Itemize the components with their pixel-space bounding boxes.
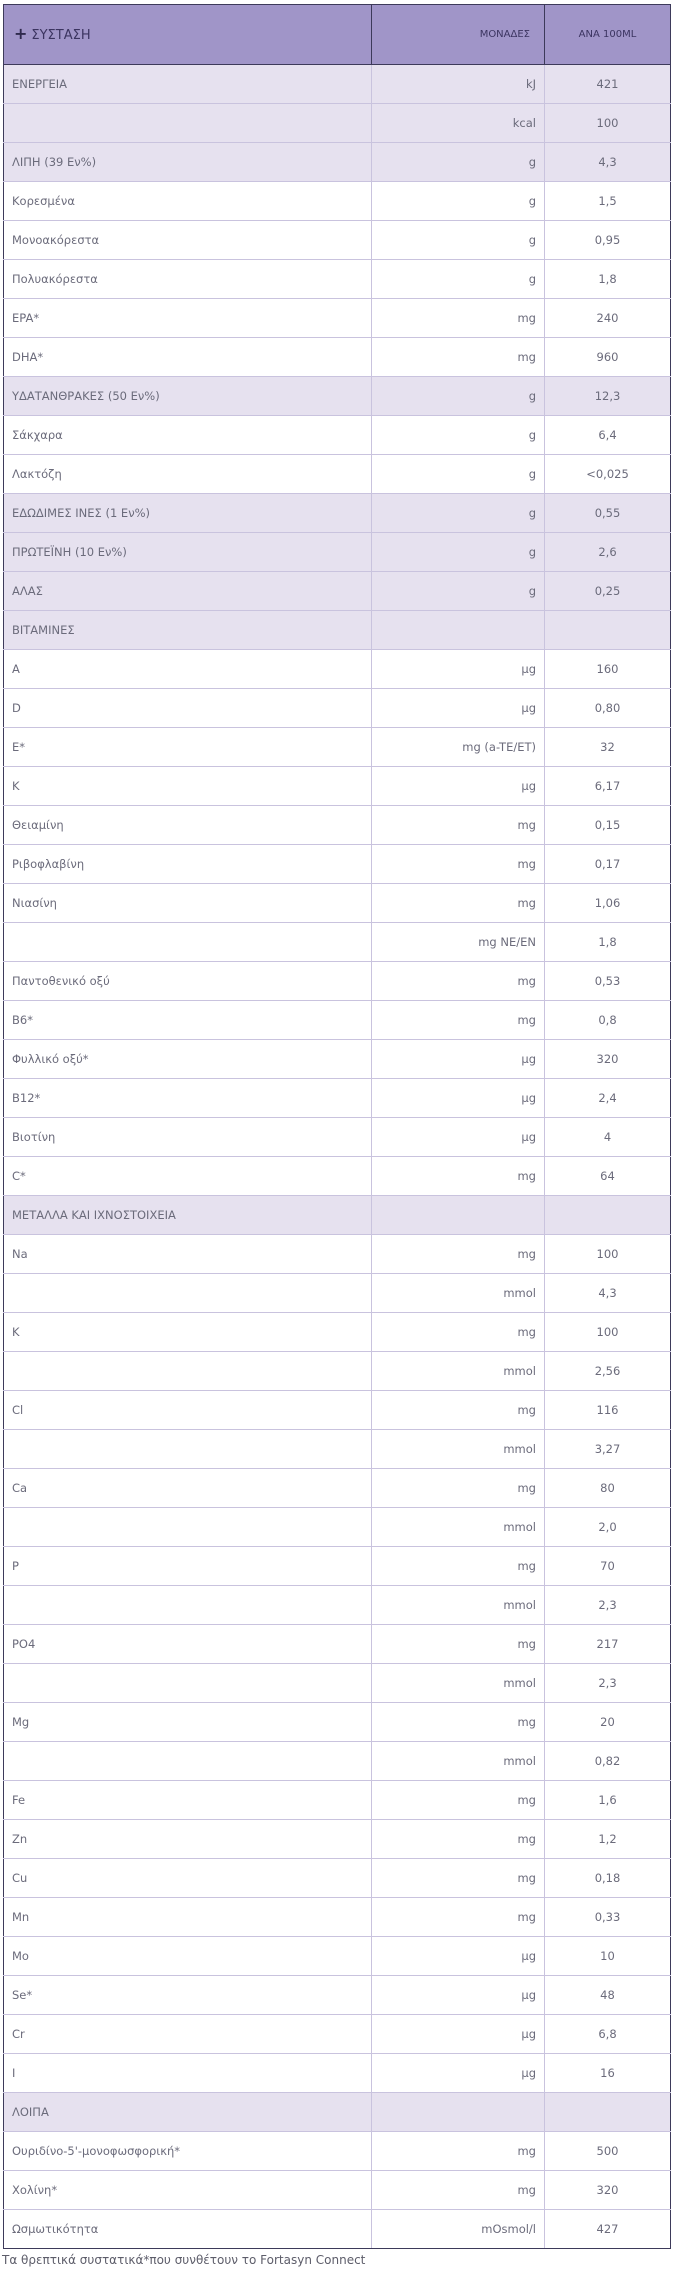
row-value: 2,56 (545, 1352, 671, 1391)
row-unit: g (372, 572, 545, 611)
row-label (4, 1430, 372, 1469)
table-row (4, 767, 671, 806)
table-row (4, 1430, 671, 1469)
table-row (4, 1898, 671, 1937)
row-unit: mmol (372, 1742, 545, 1781)
row-value: 0,33 (545, 1898, 671, 1937)
row-label: K (4, 1313, 372, 1352)
row-value (545, 1196, 671, 1235)
row-value (545, 2093, 671, 2132)
table-row (4, 1391, 671, 1430)
row-label (4, 1508, 372, 1547)
row-value: 217 (545, 1625, 671, 1664)
row-value: 16 (545, 2054, 671, 2093)
row-value: 2,3 (545, 1586, 671, 1625)
row-unit: μg (372, 1118, 545, 1157)
row-label: ΕΔΩΔΙΜΕΣ ΙΝΕΣ (1 Εν%) (4, 494, 372, 533)
row-label: Λακτόζη (4, 455, 372, 494)
row-value: 0,15 (545, 806, 671, 845)
row-value: 70 (545, 1547, 671, 1586)
table-row (4, 806, 671, 845)
table-row (4, 2015, 671, 2054)
header-composition[interactable] (4, 5, 372, 65)
table-body (4, 65, 671, 2249)
table-header-row (4, 5, 671, 65)
row-unit: mg NE/EN (372, 923, 545, 962)
row-unit: mg (372, 2132, 545, 2171)
table-row (4, 1157, 671, 1196)
table-row (4, 104, 671, 143)
table-row (4, 611, 671, 650)
row-label: B12* (4, 1079, 372, 1118)
row-label: ΕΝΕΡΓΕΙΑ (4, 65, 372, 104)
table-row (4, 689, 671, 728)
table-row (4, 338, 671, 377)
row-label: B6* (4, 1001, 372, 1040)
row-value (545, 611, 671, 650)
row-label (4, 104, 372, 143)
row-unit: mg (372, 299, 545, 338)
row-label: A (4, 650, 372, 689)
row-value: 100 (545, 104, 671, 143)
table-row (4, 2171, 671, 2210)
table-row (4, 143, 671, 182)
row-label: Παντοθενικό οξύ (4, 962, 372, 1001)
table-row (4, 728, 671, 767)
table-row (4, 1235, 671, 1274)
row-value: 10 (545, 1937, 671, 1976)
row-value: 3,27 (545, 1430, 671, 1469)
header-composition-label: ΣΥΣΤΑΣΗ (31, 28, 91, 44)
table-row (4, 65, 671, 104)
row-unit: μg (372, 767, 545, 806)
row-value: 1,5 (545, 182, 671, 221)
row-value: 64 (545, 1157, 671, 1196)
expand-plus-icon[interactable]: + (14, 24, 28, 44)
row-value: 20 (545, 1703, 671, 1742)
row-unit: mg (372, 1469, 545, 1508)
row-value: 12,3 (545, 377, 671, 416)
row-label: ΒΙΤΑΜΙΝΕΣ (4, 611, 372, 650)
row-value: 427 (545, 2210, 671, 2249)
row-unit (372, 611, 545, 650)
row-label: P (4, 1547, 372, 1586)
table-row (4, 1118, 671, 1157)
header-per-100ml: ΑΝΑ 100ML (545, 5, 671, 65)
row-label (4, 1586, 372, 1625)
row-label: Ca (4, 1469, 372, 1508)
row-unit: mg (372, 1703, 545, 1742)
table-row (4, 1079, 671, 1118)
row-value: 1,8 (545, 260, 671, 299)
row-label: ΑΛΑΣ (4, 572, 372, 611)
row-unit (372, 2093, 545, 2132)
table-row (4, 923, 671, 962)
row-value: 0,82 (545, 1742, 671, 1781)
row-label: Νιασίνη (4, 884, 372, 923)
table-row (4, 1937, 671, 1976)
row-value: 32 (545, 728, 671, 767)
nutrition-table (3, 4, 671, 2249)
row-label: Ωσμωτικότητα (4, 2210, 372, 2249)
row-value: 1,6 (545, 1781, 671, 1820)
row-unit: mg (372, 845, 545, 884)
row-label: ΛΟΙΠΑ (4, 2093, 372, 2132)
row-value: 4,3 (545, 1274, 671, 1313)
row-unit: g (372, 260, 545, 299)
row-value: 2,0 (545, 1508, 671, 1547)
table-row (4, 2093, 671, 2132)
row-label: Mo (4, 1937, 372, 1976)
table-row (4, 377, 671, 416)
row-value: 160 (545, 650, 671, 689)
row-unit: mmol (372, 1430, 545, 1469)
row-unit: μg (372, 1976, 545, 2015)
row-label: Cr (4, 2015, 372, 2054)
row-label: Se* (4, 1976, 372, 2015)
row-label: DHA* (4, 338, 372, 377)
row-label: E* (4, 728, 372, 767)
row-unit: mg (372, 1859, 545, 1898)
table-row (4, 221, 671, 260)
footnote: Τα θρεπτικά συστατικά*που συνθέτουν το Fortasyn Connect (2, 2253, 366, 2267)
table-row (4, 884, 671, 923)
row-value: 0,95 (545, 221, 671, 260)
row-label: PO4 (4, 1625, 372, 1664)
table-row (4, 2210, 671, 2249)
row-label: Cu (4, 1859, 372, 1898)
row-label: Μονοακόρεστα (4, 221, 372, 260)
row-unit: μg (372, 1079, 545, 1118)
table-row (4, 1469, 671, 1508)
row-value: 0,8 (545, 1001, 671, 1040)
row-label: Fe (4, 1781, 372, 1820)
row-value: 4,3 (545, 143, 671, 182)
row-value: 6,17 (545, 767, 671, 806)
row-unit: mg (372, 338, 545, 377)
table-row (4, 962, 671, 1001)
row-label: Mg (4, 1703, 372, 1742)
table-row (4, 1742, 671, 1781)
row-value: <0,025 (545, 455, 671, 494)
row-label: Mn (4, 1898, 372, 1937)
row-unit: mmol (372, 1274, 545, 1313)
row-value: 1,8 (545, 923, 671, 962)
row-value: 6,4 (545, 416, 671, 455)
row-unit: mmol (372, 1508, 545, 1547)
row-unit: g (372, 221, 545, 260)
table-row (4, 455, 671, 494)
row-value: 2,3 (545, 1664, 671, 1703)
row-unit: mg (372, 1820, 545, 1859)
row-value: 500 (545, 2132, 671, 2171)
row-value: 0,80 (545, 689, 671, 728)
row-value: 2,4 (545, 1079, 671, 1118)
table-row (4, 1313, 671, 1352)
row-unit: mg (372, 1625, 545, 1664)
row-label: Zn (4, 1820, 372, 1859)
table-row (4, 2132, 671, 2171)
row-value: 100 (545, 1313, 671, 1352)
table-row (4, 650, 671, 689)
table-row (4, 1001, 671, 1040)
table-row (4, 1586, 671, 1625)
table-row (4, 1859, 671, 1898)
header-units: ΜΟΝΑΔΕΣ (372, 5, 545, 65)
row-unit: g (372, 455, 545, 494)
row-value: 1,06 (545, 884, 671, 923)
row-unit: mg (372, 1001, 545, 1040)
row-label: ΠΡΩΤΕΪΝΗ (10 Εν%) (4, 533, 372, 572)
row-label: K (4, 767, 372, 806)
row-value: 240 (545, 299, 671, 338)
row-label (4, 1664, 372, 1703)
row-unit: mg (372, 1781, 545, 1820)
table-row (4, 1625, 671, 1664)
row-unit: μg (372, 1040, 545, 1079)
row-label: Πολυακόρεστα (4, 260, 372, 299)
table-row (4, 1352, 671, 1391)
row-value: 6,8 (545, 2015, 671, 2054)
row-unit (372, 1196, 545, 1235)
table-row (4, 299, 671, 338)
row-unit: mg (372, 962, 545, 1001)
row-label (4, 1742, 372, 1781)
row-label: Φυλλικό οξύ* (4, 1040, 372, 1079)
row-unit: g (372, 377, 545, 416)
row-unit: μg (372, 689, 545, 728)
row-unit: mg (372, 2171, 545, 2210)
row-label (4, 1274, 372, 1313)
row-unit: g (372, 494, 545, 533)
row-label: EPA* (4, 299, 372, 338)
table-row (4, 1274, 671, 1313)
row-unit: mg (372, 1313, 545, 1352)
row-unit: μg (372, 650, 545, 689)
row-label: Χολίνη* (4, 2171, 372, 2210)
row-unit: mg (372, 884, 545, 923)
row-unit: mg (372, 806, 545, 845)
row-value: 320 (545, 1040, 671, 1079)
row-value: 0,18 (545, 1859, 671, 1898)
row-label: Κορεσμένα (4, 182, 372, 221)
row-unit: mmol (372, 1352, 545, 1391)
row-value: 100 (545, 1235, 671, 1274)
row-value: 0,53 (545, 962, 671, 1001)
row-value: 0,55 (545, 494, 671, 533)
row-label: Θειαμίνη (4, 806, 372, 845)
row-value: 2,6 (545, 533, 671, 572)
row-unit: mg (372, 1391, 545, 1430)
row-label: ΛΙΠΗ (39 Εν%) (4, 143, 372, 182)
row-value: 960 (545, 338, 671, 377)
row-unit: mg (a-TE/ET) (372, 728, 545, 767)
row-unit: kJ (372, 65, 545, 104)
row-value: 320 (545, 2171, 671, 2210)
row-unit: g (372, 182, 545, 221)
table-row (4, 2054, 671, 2093)
row-value: 48 (545, 1976, 671, 2015)
row-unit: g (372, 143, 545, 182)
table-row (4, 1508, 671, 1547)
table-row (4, 494, 671, 533)
row-unit: mg (372, 1547, 545, 1586)
row-value: 116 (545, 1391, 671, 1430)
table-row (4, 1196, 671, 1235)
row-unit: kcal (372, 104, 545, 143)
table-row (4, 845, 671, 884)
row-label: Ριβοφλαβίνη (4, 845, 372, 884)
row-label: Βιοτίνη (4, 1118, 372, 1157)
table-row (4, 1820, 671, 1859)
row-value: 1,2 (545, 1820, 671, 1859)
row-unit: mOsmol/l (372, 2210, 545, 2249)
row-unit: μg (372, 2015, 545, 2054)
table-row (4, 1976, 671, 2015)
row-label: Σάκχαρα (4, 416, 372, 455)
row-unit: μg (372, 2054, 545, 2093)
table-row (4, 1703, 671, 1742)
table-row (4, 1781, 671, 1820)
row-value: 4 (545, 1118, 671, 1157)
table-row (4, 260, 671, 299)
row-unit: g (372, 533, 545, 572)
table-row (4, 533, 671, 572)
table-row (4, 1547, 671, 1586)
row-label: C* (4, 1157, 372, 1196)
row-unit: mg (372, 1235, 545, 1274)
row-label: Cl (4, 1391, 372, 1430)
row-value: 421 (545, 65, 671, 104)
row-unit: μg (372, 1937, 545, 1976)
table-row (4, 182, 671, 221)
row-label: ΥΔΑΤΑΝΘΡΑΚΕΣ (50 Εν%) (4, 377, 372, 416)
table-row (4, 1664, 671, 1703)
row-label: I (4, 2054, 372, 2093)
table-row (4, 572, 671, 611)
row-unit: g (372, 416, 545, 455)
row-unit: mg (372, 1898, 545, 1937)
table-row (4, 416, 671, 455)
row-unit: mmol (372, 1586, 545, 1625)
row-unit: mg (372, 1157, 545, 1196)
row-value: 0,17 (545, 845, 671, 884)
row-unit: mmol (372, 1664, 545, 1703)
row-label (4, 1352, 372, 1391)
row-value: 80 (545, 1469, 671, 1508)
row-label (4, 923, 372, 962)
row-label: ΜΕΤΑΛΛΑ ΚΑΙ ΙΧΝΟΣΤΟΙΧΕΙΑ (4, 1196, 372, 1235)
row-label: D (4, 689, 372, 728)
table-row (4, 1040, 671, 1079)
row-label: Na (4, 1235, 372, 1274)
row-value: 0,25 (545, 572, 671, 611)
row-label: Ουριδίνο-5'-μονοφωσφορική* (4, 2132, 372, 2171)
